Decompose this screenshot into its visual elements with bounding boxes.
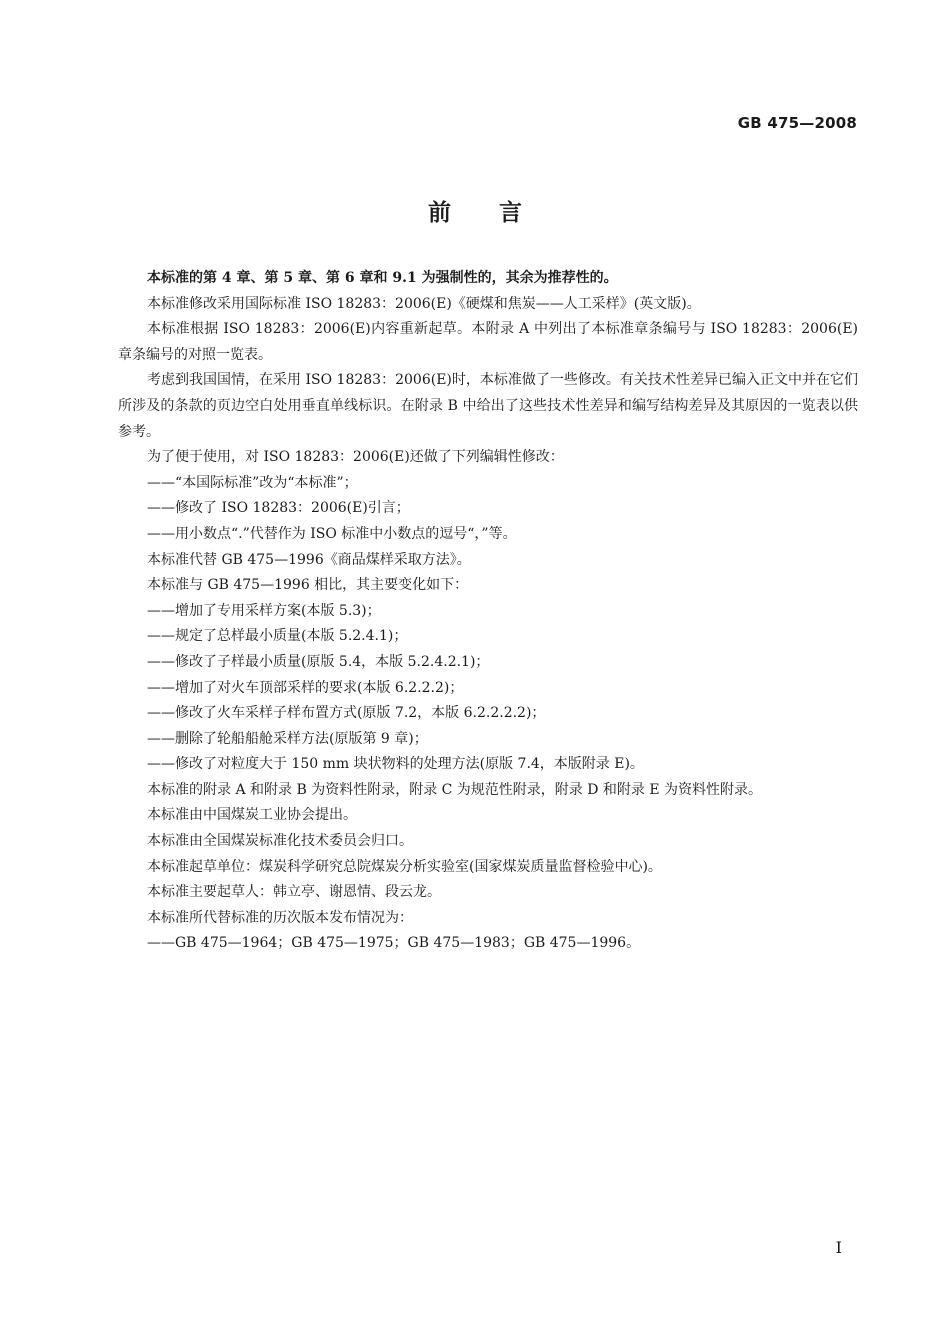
paragraph-drafting-unit: 本标准起草单位：煤炭科学研究总院煤炭分析实验室(国家煤炭质量监督检验中心)。 xyxy=(147,858,662,875)
paragraph-annexes: 本标准的附录 A 和附录 B 为资料性附录，附录 C 为规范性附录，附录 D 和附录 E 为资料性附录。 xyxy=(147,781,763,798)
list-item-change: ——增加了对火车顶部采样的要求(本版 6.2.2.2)； xyxy=(147,679,464,696)
list-item-change: ——修改了对粒度大于 150 mm 块状物料的处理方法(原版 7.4，本版附录 E)。 xyxy=(147,756,644,773)
paragraph-centralized: 本标准由全国煤炭标准化技术委员会归口。 xyxy=(147,833,413,850)
list-item-editorial: ——用小数点“.”代替作为 ISO 标准中小数点的逗号“，”等。 xyxy=(147,525,517,542)
list-item-editorial: ——“本国际标准”改为“本标准”； xyxy=(147,474,358,491)
paragraph-drafters: 本标准主要起草人：韩立亭、谢恩情、段云龙。 xyxy=(147,884,441,901)
paragraph-redrafting: 本标准根据 ISO 18283：2006(E)内容重新起草。本附录 A 中列出了本标准章条编号与 ISO 18283：2006(E)章条编号的对照一览表。 xyxy=(118,321,858,363)
paragraph-history-intro: 本标准所代替标准的历次版本发布情况为： xyxy=(147,909,413,926)
list-item-editorial: ——修改了 ISO 18283：2006(E)引言； xyxy=(147,500,410,517)
paragraph-mandatory-clauses: 本标准的第 4 章、第 5 章、第 6 章和 9.1 为强制性的，其余为推荐性的。 xyxy=(147,270,618,286)
list-item-change: ——删除了轮船船舱采样方法(原版第 9 章)； xyxy=(147,730,428,747)
list-item-history: ——GB 475—1964；GB 475—1975；GB 475—1983；GB 475—1996。 xyxy=(147,935,641,952)
paragraph-supersedes: 本标准代替 GB 475—1996《商品煤样采取方法》。 xyxy=(147,551,471,568)
page-title: 前言 xyxy=(428,200,570,226)
preface-body xyxy=(118,266,858,957)
page-number: I xyxy=(835,1238,842,1257)
paragraph-changes-intro: 本标准与 GB 475—1996 相比，其主要变化如下： xyxy=(147,577,469,594)
paragraph-proposer: 本标准由中国煤炭工业协会提出。 xyxy=(147,807,357,824)
list-item-change: ——修改了子样最小质量(原版 5.4，本版 5.2.4.2.1)； xyxy=(147,653,490,670)
paragraph-adoption: 本标准修改采用国际标准 ISO 18283：2006(E)《硬煤和焦炭——人工采样》(英文版)。 xyxy=(147,295,701,312)
paragraph-modifications: 考虑到我国国情，在采用 ISO 18283：2006(E)时，本标准做了一些修改。有关技术性差异已编入正文中并在它们所涉及的条款的页边空白处用垂直单线标识。在附录 B 中给出了这些技术性差异和编写结构差异及其原因的一览表以供参考。 xyxy=(118,372,858,440)
standard-code: GB 475—2008 xyxy=(737,114,857,132)
paragraph-editorial-intro: 为了便于使用，对 ISO 18283：2006(E)还做了下列编辑性修改： xyxy=(147,449,564,466)
list-item-change: ——修改了火车采样子样布置方式(原版 7.2，本版 6.2.2.2.2)； xyxy=(147,705,546,722)
list-item-change: ——规定了总样最小质量(本版 5.2.4.1)； xyxy=(147,628,408,645)
list-item-change: ——增加了专用采样方案(本版 5.3)； xyxy=(147,602,381,619)
